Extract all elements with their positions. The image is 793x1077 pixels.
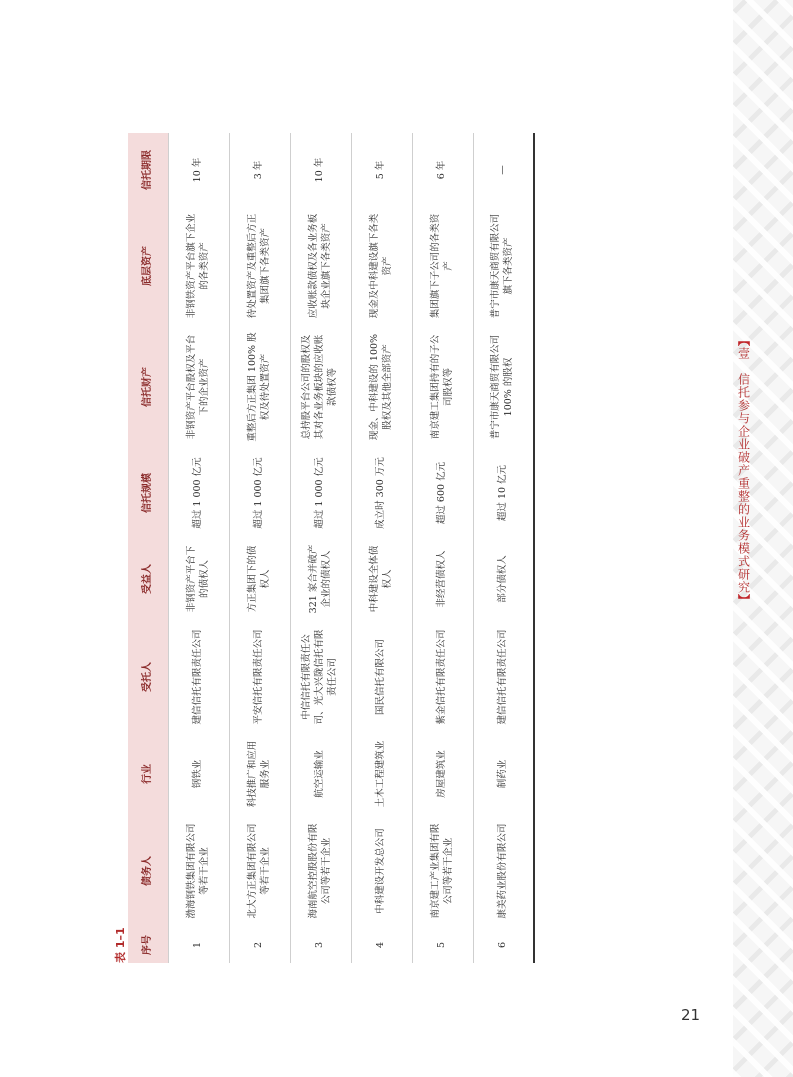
cell-trust-property: 总持股平台公司的股权及其对各业务板块的应收账款债权等	[290, 325, 351, 449]
cell-industry: 科技推广和应用服务业	[229, 733, 290, 815]
cell-trust-property: 南京建工集团持有的子公司股权等	[412, 325, 473, 449]
cell-trust-scale: 成立时 300 万元	[351, 449, 412, 537]
cell-beneficiary: 非经营债权人	[412, 537, 473, 621]
cell-industry: 房屋建筑业	[412, 733, 473, 815]
bracket-open: 【	[736, 333, 751, 347]
cell-trust-term: 10 年	[168, 133, 229, 207]
cell-industry: 航空运输业	[290, 733, 351, 815]
table-row	[229, 133, 290, 963]
cell-trust-scale: 超过 1 000 亿元	[168, 449, 229, 537]
header-index: 序号	[142, 935, 153, 955]
cell-trustee: 中信信托有限责任公司、光大兴陇信托有限责任公司	[290, 621, 351, 733]
cell-trust-term: 10 年	[290, 133, 351, 207]
cell-underlying-assets: 非钢铁资产平台旗下企业的各类资产	[168, 207, 229, 325]
cell-beneficiary: 方正集团下的债权人	[229, 537, 290, 621]
rotated-table-region	[114, 133, 534, 963]
cell-trust-property: 现金、中科建设的 100% 股权及其他全部资产	[351, 325, 412, 449]
cell-underlying-assets: 应收账款债权及各业务板块企业旗下各类资产	[290, 207, 351, 325]
page-number: 21	[681, 1006, 701, 1024]
table-caption: 表 1–1	[114, 927, 127, 963]
cell-index: 2	[229, 927, 290, 963]
cell-trust-term: 5 年	[351, 133, 412, 207]
cell-industry: 制药业	[473, 733, 534, 815]
cell-trustee: 建信信托有限责任公司	[473, 621, 534, 733]
bracket-close: 】	[736, 593, 751, 607]
table-row	[351, 133, 412, 963]
cell-debtor: 渤海钢铁集团有限公司等若干企业	[168, 815, 229, 927]
cell-debtor: 中科建设开发总公司	[351, 815, 412, 927]
cell-underlying-assets: 集团旗下子公司的各类资产	[412, 207, 473, 325]
cell-trust-scale: 超过 1 000 亿元	[290, 449, 351, 537]
cell-beneficiary: 321 家合并破产企业的债权人	[290, 537, 351, 621]
cell-index: 5	[412, 927, 473, 963]
cell-index: 3	[290, 927, 351, 963]
chapter-side-label	[733, 330, 755, 610]
header-industry: 行业	[142, 764, 153, 784]
table-row	[473, 133, 534, 963]
cell-debtor: 北大方正集团有限公司等若干企业	[229, 815, 290, 927]
chapter-title: 壹 信托参与企业破产重整的业务模式研究	[736, 346, 751, 594]
cell-beneficiary: 非钢资产平台下的债权人	[168, 537, 229, 621]
header-beneficiary: 受益人	[142, 564, 153, 594]
cell-index: 4	[351, 927, 412, 963]
cell-trust-term: 6 年	[412, 133, 473, 207]
table-row	[412, 133, 473, 963]
cell-trust-term: 3 年	[229, 133, 290, 207]
header-trust-scale: 信托规模	[142, 473, 153, 513]
cell-trust-property: 普宁市康天商贸有限公司 100% 的股权	[473, 325, 534, 449]
cell-trust-scale: 超过 600 亿元	[412, 449, 473, 537]
table-row	[168, 133, 229, 963]
cell-trustee: 建信信托有限责任公司	[168, 621, 229, 733]
cell-beneficiary: 中科建设全体债权人	[351, 537, 412, 621]
cell-underlying-assets: 普宁市康天商贸有限公司旗下各类资产	[473, 207, 534, 325]
header-underlying-assets: 底层资产	[142, 246, 153, 286]
table-header-row	[128, 133, 168, 963]
header-trust-property: 信托财产	[142, 367, 153, 407]
cell-trustee: 国民信托有限公司	[351, 621, 412, 733]
cell-trustee: 平安信托有限责任公司	[229, 621, 290, 733]
cell-trust-property: 重整后方正集团 100% 股权及待处置资产	[229, 325, 290, 449]
cell-debtor: 南京建工产业集团有限公司等若干企业	[412, 815, 473, 927]
header-trustee: 受托人	[142, 662, 153, 692]
cell-beneficiary: 部分债权人	[473, 537, 534, 621]
cell-index: 1	[168, 927, 229, 963]
header-trust-term: 信托期限	[142, 150, 153, 190]
cell-underlying-assets: 现金及中科建设旗下各类资产	[351, 207, 412, 325]
debt-restructuring-trust-table	[128, 133, 535, 963]
cell-trust-property: 非钢资产平台股权及平台下的企业资产	[168, 325, 229, 449]
header-debtor: 债务人	[142, 856, 153, 886]
table-row	[290, 133, 351, 963]
cell-debtor: 康美药业股份有限公司	[473, 815, 534, 927]
table-landscape-frame	[114, 133, 534, 963]
cell-index: 6	[473, 927, 534, 963]
cell-trustee: 紫金信托有限责任公司	[412, 621, 473, 733]
cell-underlying-assets: 待处置资产及重整后方正集团旗下各类资产	[229, 207, 290, 325]
cell-debtor: 海南航空控股股份有限公司等若干企业	[290, 815, 351, 927]
cell-trust-scale: 超过 1 000 亿元	[229, 449, 290, 537]
cell-trust-scale: 超过 10 亿元	[473, 449, 534, 537]
cell-industry: 土木工程建筑业	[351, 733, 412, 815]
cell-industry: 钢铁业	[168, 733, 229, 815]
cell-trust-term: —	[473, 133, 534, 207]
